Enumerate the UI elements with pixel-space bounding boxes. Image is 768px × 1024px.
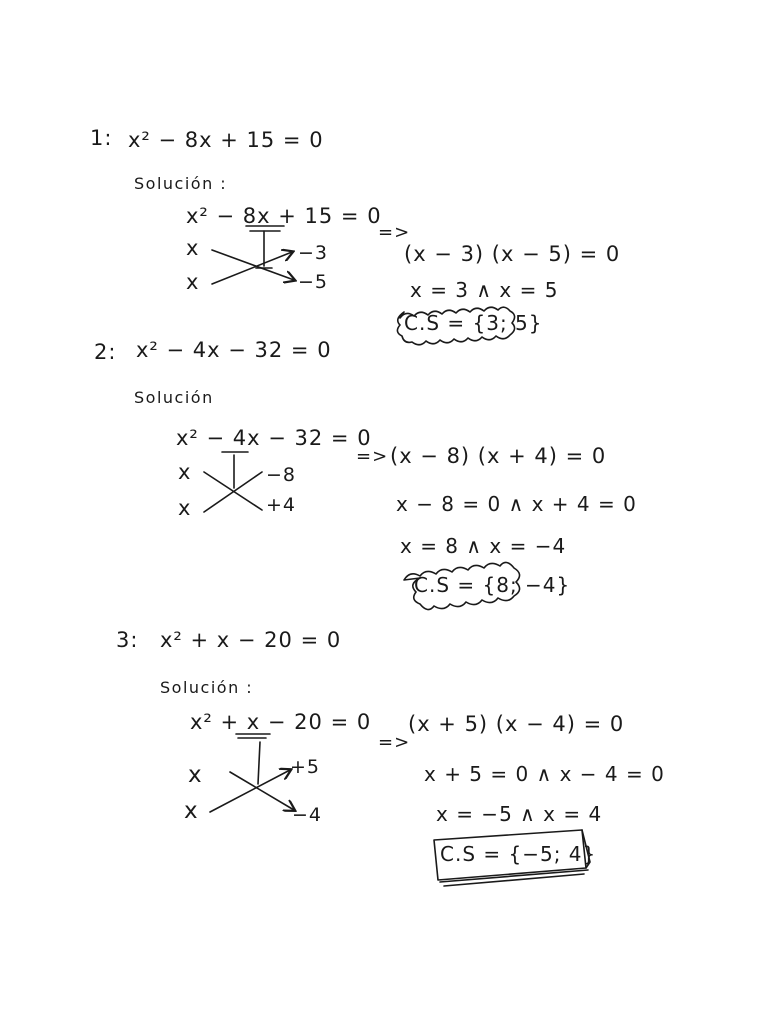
problem-2-answer-cloud-box [404,562,520,609]
problem-1-x-top: x [186,236,200,260]
problem-3-number: 3: [116,628,139,652]
problem-3-implies-arrow: => [378,732,411,753]
problem-2-cross-diagram [204,452,262,512]
problem-1-factor-top: −3 [298,242,329,264]
problem-3-work-equation: x² + x − 20 = 0 [190,710,372,734]
problem-2-x-top: x [178,460,192,484]
problem-2-x-bottom: x [178,496,192,520]
problem-1-work-equation: x² − 8x + 15 = 0 [186,204,382,228]
problem-1-factored: (x − 3) (x − 5) = 0 [404,242,621,266]
problem-3-roots-step: x + 5 = 0 ∧ x − 4 = 0 [424,762,665,786]
problem-2-work-equation: x² − 4x − 32 = 0 [176,426,372,450]
problem-3-solution-label: Solución : [160,678,254,697]
problem-1-solution-label: Solución : [134,174,228,193]
problem-1-solution-set: C.S = {3; 5} [404,311,543,335]
problem-1-factor-bottom: −5 [298,271,329,293]
problem-1-implies-arrow: => [378,222,411,243]
problem-3-factored: (x + 5) (x − 4) = 0 [408,712,625,736]
problem-2-number: 2: [94,340,117,364]
problem-3-solution-set: C.S = {−5; 4} [440,842,597,866]
problem-1-x-bottom: x [186,270,200,294]
problem-2-solution-label: Solución [134,388,214,407]
problem-1-answer-cloud-box [397,307,514,345]
problem-2-roots: x = 8 ∧ x = −4 [400,534,567,558]
problem-3-answer-box [434,830,590,886]
problem-2-equation: x² − 4x − 32 = 0 [136,338,332,362]
problem-1-cross-diagram [212,226,294,284]
problem-2-factor-bottom: +4 [266,494,297,516]
problem-3-x-top: x [188,762,203,788]
problem-3-cross-diagram [210,734,294,812]
problem-3-x-bottom: x [184,798,199,824]
problem-1-number: 1: [90,126,113,150]
problem-3-equation: x² + x − 20 = 0 [160,628,342,652]
problem-2-solution-set: C.S = {8; −4} [414,573,571,597]
problem-2-implies-arrow: => [356,446,389,467]
problem-1-roots: x = 3 ∧ x = 5 [410,278,559,302]
problem-2-factor-top: −8 [266,464,297,486]
problem-3-factor-bottom: −4 [292,804,323,826]
problem-3-roots: x = −5 ∧ x = 4 [436,802,603,826]
problem-2-roots-step: x − 8 = 0 ∧ x + 4 = 0 [396,492,637,516]
problem-3-factor-top: +5 [290,756,321,778]
problem-2-factored: (x − 8) (x + 4) = 0 [390,444,607,468]
problem-1-equation: x² − 8x + 15 = 0 [128,128,324,152]
